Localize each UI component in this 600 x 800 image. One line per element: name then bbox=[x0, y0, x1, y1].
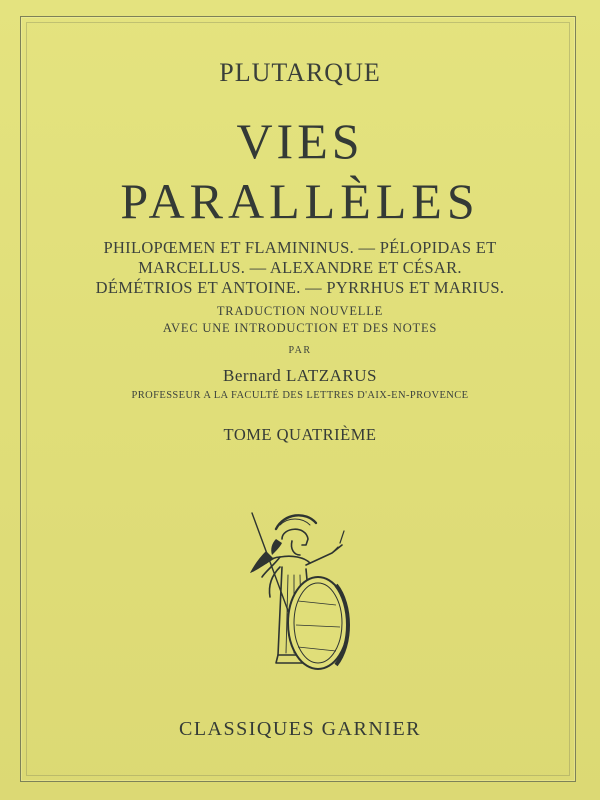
author-name: PLUTARQUE bbox=[219, 58, 381, 87]
volume-label: TOME QUATRIÈME bbox=[223, 425, 377, 444]
athena-with-shield-icon bbox=[236, 505, 360, 675]
contents-list bbox=[0, 238, 600, 298]
contents-line: DÉMÉTRIOS ET ANTOINE. — PYRRHUS ET MARIUS. bbox=[95, 278, 505, 297]
title-line-2: PARALLÈLES bbox=[120, 173, 480, 229]
by-label: PAR bbox=[288, 345, 312, 356]
translation-line-2: AVEC UNE INTRODUCTION ET DES NOTES bbox=[162, 321, 438, 335]
title-line-1: VIES bbox=[236, 113, 364, 169]
contents-line: PHILOPŒMEN ET FLAMININUS. — PÉLOPIDAS ET bbox=[103, 238, 497, 257]
contents-line: MARCELLUS. — ALEXANDRE ET CÉSAR. bbox=[138, 258, 462, 277]
translation-note bbox=[0, 303, 600, 337]
translator-title: PROFESSEUR A LA FACULTÉ DES LETTRES D'AIX-EN-PROVENCE bbox=[131, 390, 469, 401]
translation-line-1: TRADUCTION NOUVELLE bbox=[216, 304, 384, 318]
translator-name: Bernard LATZARUS bbox=[223, 366, 377, 385]
publisher-name: CLASSIQUES GARNIER bbox=[178, 718, 422, 740]
